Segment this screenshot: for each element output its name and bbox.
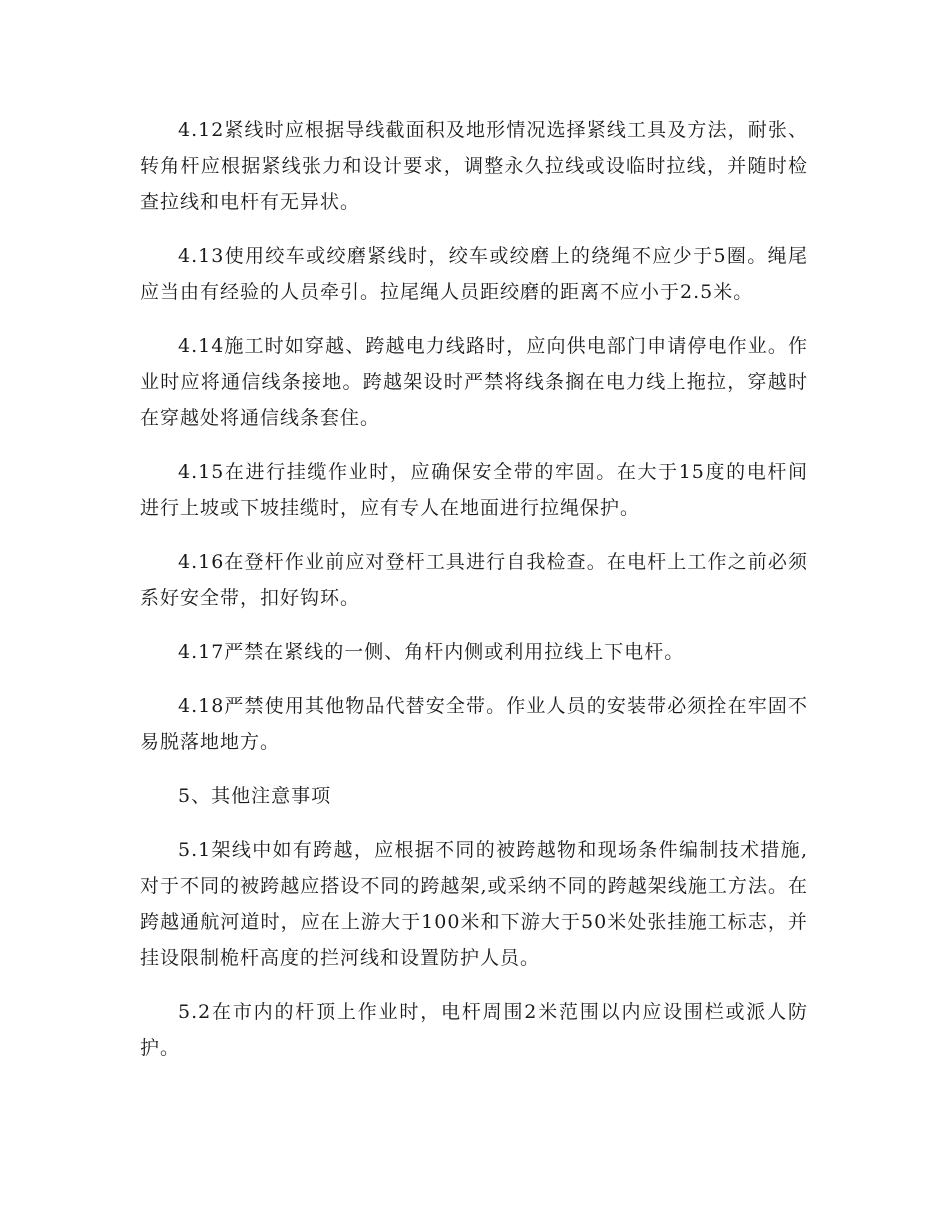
paragraph-4-17: 4.17严禁在紧线的一侧、角杆内侧或利用拉线上下电杆。 [178,641,685,663]
paragraph-4-15: 4.15在进行挂缆作业时，应确保安全带的牢固。在大于15度的电杆间进行上坡或下坡挂缆时，应有专人在地面进行拉绳保护。 [140,461,808,519]
paragraph-4-16: 4.16在登杆作业前应对登杆工具进行自我检查。在电杆上工作之前必须系好安全带，扣好钩环。 [140,551,808,609]
paragraph-4-13: 4.13使用绞车或绞磨紧线时，绞车或绞磨上的绕绳不应少于5圈。绳尾应当由有经验的人员牵引。拉尾绳人员距绞磨的距离不应小于2.5米。 [140,245,808,303]
paragraph-4-12: 4.12紧线时应根据导线截面积及地形情况选择紧线工具及方法，耐张、转角杆应根据紧线张力和设计要求，调整永久拉线或设临时拉线，并随时检查拉线和电杆有无异状。 [140,119,808,213]
document-page [140,112,808,1084]
paragraph-5-2: 5.2在市内的杆顶上作业时，电杆周围2米范围以内应设围栏或派人防护。 [140,1001,808,1059]
paragraph-5-1: 5.1架线中如有跨越，应根据不同的被跨越物和现场条件编制技术措施,对于不同的被跨越应搭设不同的跨越架,或采纳不同的跨越架线施工方法。在跨越通航河道时，应在上游大于100米和下游大于50米处张挂施工标志，并挂设限制桅杆高度的拦河线和设置防护人员。 [140,839,808,969]
paragraph-4-18: 4.18严禁使用其他物品代替安全带。作业人员的安装带必须拴在牢固不易脱落地地方。 [140,695,808,753]
section-heading-5: 5、其他注意事项 [178,785,332,807]
paragraph-4-14: 4.14施工时如穿越、跨越电力线路时，应向供电部门申请停电作业。作业时应将通信线条接地。跨越架设时严禁将线条搁在电力线上拖拉，穿越时在穿越处将通信线条套住。 [140,335,808,429]
